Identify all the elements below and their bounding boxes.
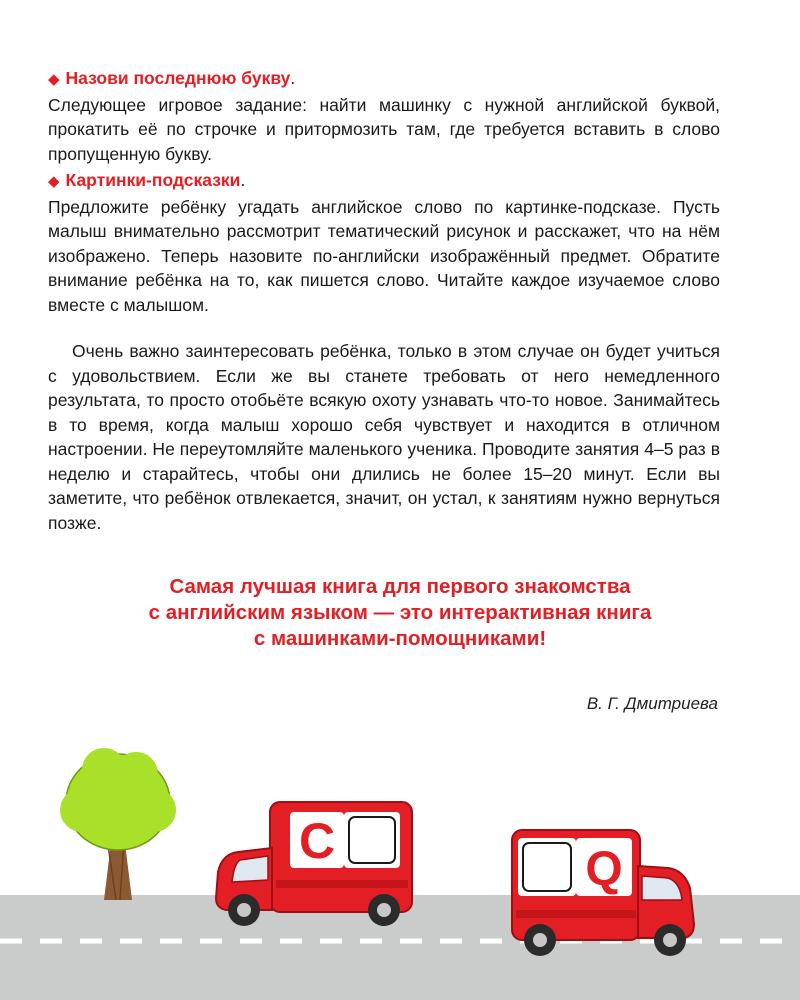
wheel-icon — [228, 894, 260, 926]
road-illustration — [0, 740, 800, 1000]
tree-icon — [60, 748, 176, 900]
wheel-icon — [524, 924, 556, 956]
section-text: Предложите ребёнку угадать английское слово по картинке-подсказе. Пусть малыш внимательно рассмотрит тематический рисунок и расскажет, что на нём изображено. Теперь назовите по-английски изображённый предмет. Обратите внимание ребёнка на то, как пишется слово. Читайте каждое изучаемое слово вместе с малышом. — [48, 196, 720, 315]
slogan-line: с машинками-помощниками! — [253, 627, 547, 650]
truck-right — [512, 830, 694, 956]
truck-letter: Q — [585, 843, 623, 896]
truck-left — [216, 802, 412, 926]
section-picture-hints — [48, 168, 720, 317]
section-text: Следующее игровое задание: найти машинку с нужной английской буквой, прокатить её по строчке и притормозить там, где требуется вставить в слово пропущенную букву. — [48, 94, 720, 164]
author-signature: В. Г. Дмитриева — [586, 694, 718, 713]
section-heading — [48, 168, 720, 195]
title-period: . — [290, 68, 296, 88]
section-heading — [48, 66, 720, 93]
section-name-last-letter — [48, 66, 720, 166]
section-title: Картинки-подсказки — [65, 170, 241, 190]
wheel-icon — [654, 924, 686, 956]
wheel-icon — [368, 894, 400, 926]
section-title: Назови последнюю букву — [65, 68, 291, 88]
truck-letter: C — [298, 813, 336, 869]
title-period: . — [240, 170, 246, 190]
diamond-bullet-icon: ◆ — [48, 71, 60, 88]
slogan-line: Самая лучшая книга для первого знакомства — [169, 575, 631, 598]
diamond-bullet-icon: ◆ — [48, 173, 60, 190]
slogan-line: с английским языком — это интерактивная книга — [148, 601, 652, 624]
main-paragraph: Очень важно заинтересовать ребёнка, только в этом случае он будет учиться с удовольствием. Если же вы станете требовать от него немедленного результата, то просто отобьёте всякую охоту узнавать что-то новое. Занимайтесь в то время, когда малыш хорошо себя чувствует и находится в отличном настроении. Не переутомляйте маленького ученика. Проводите занятия 4–5 раз в неделю и старайтесь, чтобы они длились не более 15–20 минут. Если вы заметите, что ребёнок отвлекается, значит, он устал, к занятиям нужно вернуться позже. — [48, 341, 720, 533]
slogan — [0, 574, 800, 652]
